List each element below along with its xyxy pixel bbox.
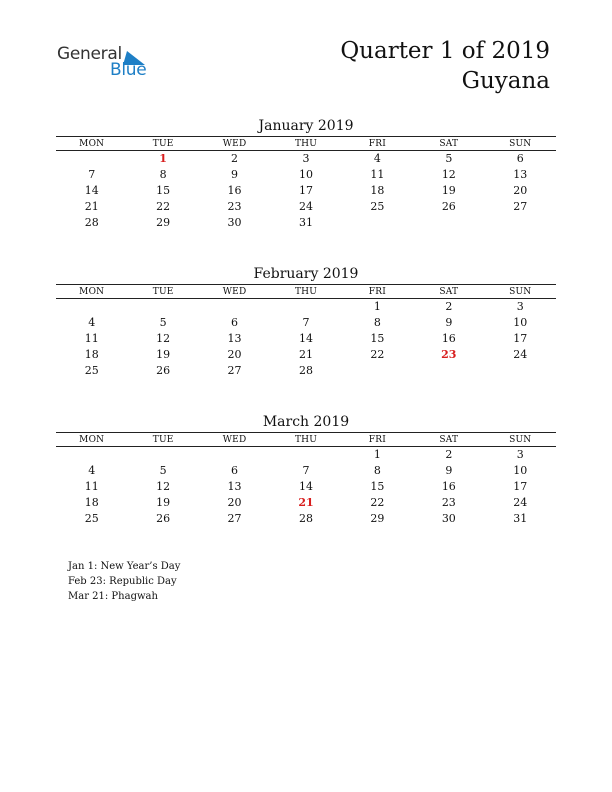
day-cell: 2 bbox=[231, 152, 239, 165]
empty-day-cell bbox=[485, 215, 556, 231]
weekday-header: WED bbox=[199, 137, 270, 151]
weekday-header: MON bbox=[56, 285, 127, 299]
day-cell: 30 bbox=[227, 216, 242, 229]
month-calendar-february bbox=[56, 264, 556, 379]
week-row bbox=[56, 363, 556, 379]
day-cell: 2 bbox=[445, 448, 453, 461]
day-cell: 13 bbox=[227, 480, 242, 493]
day-cell: 9 bbox=[445, 316, 453, 329]
day-cell: 23 bbox=[441, 496, 456, 509]
day-cell: 28 bbox=[84, 216, 99, 229]
day-cell: 27 bbox=[513, 200, 528, 213]
empty-day-cell bbox=[127, 299, 198, 316]
page-title-block bbox=[340, 36, 550, 96]
day-cell: 22 bbox=[370, 348, 385, 361]
weekday-header: TUE bbox=[127, 285, 198, 299]
week-row bbox=[56, 347, 556, 363]
holiday-note: Feb 23: Republic Day bbox=[68, 576, 177, 587]
day-cell: 12 bbox=[156, 332, 171, 345]
weekday-header: THU bbox=[270, 285, 341, 299]
day-cell: 27 bbox=[227, 364, 242, 377]
day-cell: 1 bbox=[373, 448, 381, 461]
week-row bbox=[56, 199, 556, 215]
empty-day-cell bbox=[199, 447, 270, 464]
page-title: Quarter 1 of 2019 bbox=[340, 38, 550, 64]
day-cell: 6 bbox=[231, 464, 239, 477]
weekday-header: SUN bbox=[485, 433, 556, 447]
day-cell: 14 bbox=[84, 184, 99, 197]
empty-day-cell bbox=[270, 447, 341, 464]
day-cell: 22 bbox=[370, 496, 385, 509]
day-cell: 24 bbox=[298, 200, 313, 213]
week-row bbox=[56, 167, 556, 183]
week-row bbox=[56, 331, 556, 347]
day-cell: 12 bbox=[156, 480, 171, 493]
day-cell: 19 bbox=[156, 348, 171, 361]
day-cell: 4 bbox=[373, 152, 381, 165]
weekday-header: TUE bbox=[127, 137, 198, 151]
day-cell: 29 bbox=[370, 512, 385, 525]
day-cell: 16 bbox=[227, 184, 242, 197]
weekday-header: SUN bbox=[485, 137, 556, 151]
day-cell: 10 bbox=[513, 464, 528, 477]
day-cell: 31 bbox=[513, 512, 528, 525]
day-cell: 2 bbox=[445, 300, 453, 313]
day-cell: 6 bbox=[516, 152, 524, 165]
day-cell: 10 bbox=[513, 316, 528, 329]
weekday-header: THU bbox=[270, 137, 341, 151]
month-title: January 2019 bbox=[258, 118, 354, 134]
holiday-note: Mar 21: Phagwah bbox=[68, 591, 158, 602]
day-cell: 30 bbox=[441, 512, 456, 525]
day-cell: 26 bbox=[156, 512, 171, 525]
day-cell: 21 bbox=[298, 348, 313, 361]
weekday-header: FRI bbox=[342, 285, 413, 299]
empty-day-cell bbox=[413, 215, 484, 231]
day-cell: 17 bbox=[513, 480, 528, 493]
weekday-header: WED bbox=[199, 433, 270, 447]
day-cell: 1 bbox=[373, 300, 381, 313]
day-cell: 19 bbox=[441, 184, 456, 197]
empty-day-cell bbox=[342, 215, 413, 231]
weekday-header: SAT bbox=[413, 137, 484, 151]
month-title: February 2019 bbox=[253, 266, 359, 282]
day-cell: 26 bbox=[156, 364, 171, 377]
day-cell: 17 bbox=[298, 184, 313, 197]
holiday-note: Jan 1: New Year’s Day bbox=[68, 561, 181, 572]
week-row bbox=[56, 315, 556, 331]
weekday-header: FRI bbox=[342, 137, 413, 151]
day-cell: 11 bbox=[84, 480, 99, 493]
day-cell: 16 bbox=[441, 332, 456, 345]
day-cell: 24 bbox=[513, 348, 528, 361]
weekday-header: SUN bbox=[485, 285, 556, 299]
day-cell: 8 bbox=[373, 464, 381, 477]
weekday-header: MON bbox=[56, 433, 127, 447]
day-cell: 24 bbox=[513, 496, 528, 509]
day-cell: 16 bbox=[441, 480, 456, 493]
day-cell: 3 bbox=[516, 448, 524, 461]
weekday-header: MON bbox=[56, 137, 127, 151]
day-cell: 8 bbox=[159, 168, 167, 181]
day-cell: 27 bbox=[227, 512, 242, 525]
day-cell: 9 bbox=[445, 464, 453, 477]
week-row bbox=[56, 299, 556, 316]
day-cell: 26 bbox=[441, 200, 456, 213]
empty-day-cell bbox=[413, 363, 484, 379]
week-row bbox=[56, 183, 556, 199]
week-row bbox=[56, 463, 556, 479]
holiday-notes bbox=[68, 559, 180, 604]
day-cell: 15 bbox=[370, 480, 385, 493]
day-cell: 13 bbox=[513, 168, 528, 181]
day-cell: 7 bbox=[88, 168, 96, 181]
day-cell: 17 bbox=[513, 332, 528, 345]
month-calendar-march bbox=[56, 412, 556, 527]
holiday-day-cell: 1 bbox=[159, 152, 167, 165]
day-cell: 31 bbox=[298, 216, 313, 229]
day-cell: 29 bbox=[156, 216, 171, 229]
day-cell: 12 bbox=[441, 168, 456, 181]
week-row bbox=[56, 495, 556, 511]
day-cell: 25 bbox=[84, 364, 99, 377]
logo bbox=[57, 44, 157, 84]
day-cell: 4 bbox=[88, 316, 96, 329]
day-cell: 11 bbox=[84, 332, 99, 345]
weekday-header: THU bbox=[270, 433, 341, 447]
month-title: March 2019 bbox=[262, 414, 350, 430]
day-cell: 19 bbox=[156, 496, 171, 509]
day-cell: 14 bbox=[298, 480, 313, 493]
day-cell: 15 bbox=[156, 184, 171, 197]
weekday-header: SAT bbox=[413, 433, 484, 447]
calendar-table bbox=[56, 136, 556, 231]
weekday-header: SAT bbox=[413, 285, 484, 299]
empty-day-cell bbox=[270, 299, 341, 316]
day-cell: 21 bbox=[84, 200, 99, 213]
day-cell: 20 bbox=[513, 184, 528, 197]
day-cell: 11 bbox=[370, 168, 385, 181]
day-cell: 3 bbox=[302, 152, 310, 165]
day-cell: 22 bbox=[156, 200, 171, 213]
week-row bbox=[56, 447, 556, 464]
empty-day-cell bbox=[342, 363, 413, 379]
day-cell: 14 bbox=[298, 332, 313, 345]
logo-general-text: General bbox=[57, 44, 122, 64]
day-cell: 28 bbox=[298, 364, 313, 377]
day-cell: 4 bbox=[88, 464, 96, 477]
empty-day-cell bbox=[56, 447, 127, 464]
holiday-day-cell: 21 bbox=[298, 496, 314, 509]
day-cell: 25 bbox=[84, 512, 99, 525]
week-row bbox=[56, 151, 556, 168]
day-cell: 5 bbox=[159, 464, 167, 477]
week-row bbox=[56, 215, 556, 231]
day-cell: 18 bbox=[370, 184, 385, 197]
day-cell: 10 bbox=[298, 168, 313, 181]
month-calendar-january bbox=[56, 116, 556, 231]
day-cell: 7 bbox=[302, 464, 310, 477]
page-subtitle: Guyana bbox=[461, 68, 550, 94]
day-cell: 25 bbox=[370, 200, 385, 213]
day-cell: 28 bbox=[298, 512, 313, 525]
weekday-header: WED bbox=[199, 285, 270, 299]
day-cell: 20 bbox=[227, 496, 242, 509]
calendar-table bbox=[56, 284, 556, 379]
day-cell: 18 bbox=[84, 496, 99, 509]
day-cell: 20 bbox=[227, 348, 242, 361]
day-cell: 5 bbox=[445, 152, 453, 165]
empty-day-cell bbox=[127, 447, 198, 464]
day-cell: 6 bbox=[231, 316, 239, 329]
empty-day-cell bbox=[56, 299, 127, 316]
day-cell: 18 bbox=[84, 348, 99, 361]
day-cell: 7 bbox=[302, 316, 310, 329]
week-row bbox=[56, 511, 556, 527]
day-cell: 3 bbox=[516, 300, 524, 313]
day-cell: 15 bbox=[370, 332, 385, 345]
logo-blue-text: Blue bbox=[110, 60, 147, 80]
day-cell: 8 bbox=[373, 316, 381, 329]
weekday-header: FRI bbox=[342, 433, 413, 447]
day-cell: 5 bbox=[159, 316, 167, 329]
empty-day-cell bbox=[56, 151, 127, 168]
week-row bbox=[56, 479, 556, 495]
day-cell: 23 bbox=[227, 200, 242, 213]
empty-day-cell bbox=[199, 299, 270, 316]
day-cell: 9 bbox=[231, 168, 239, 181]
empty-day-cell bbox=[485, 363, 556, 379]
calendar-table bbox=[56, 432, 556, 527]
day-cell: 13 bbox=[227, 332, 242, 345]
weekday-header: TUE bbox=[127, 433, 198, 447]
holiday-day-cell: 23 bbox=[441, 348, 457, 361]
